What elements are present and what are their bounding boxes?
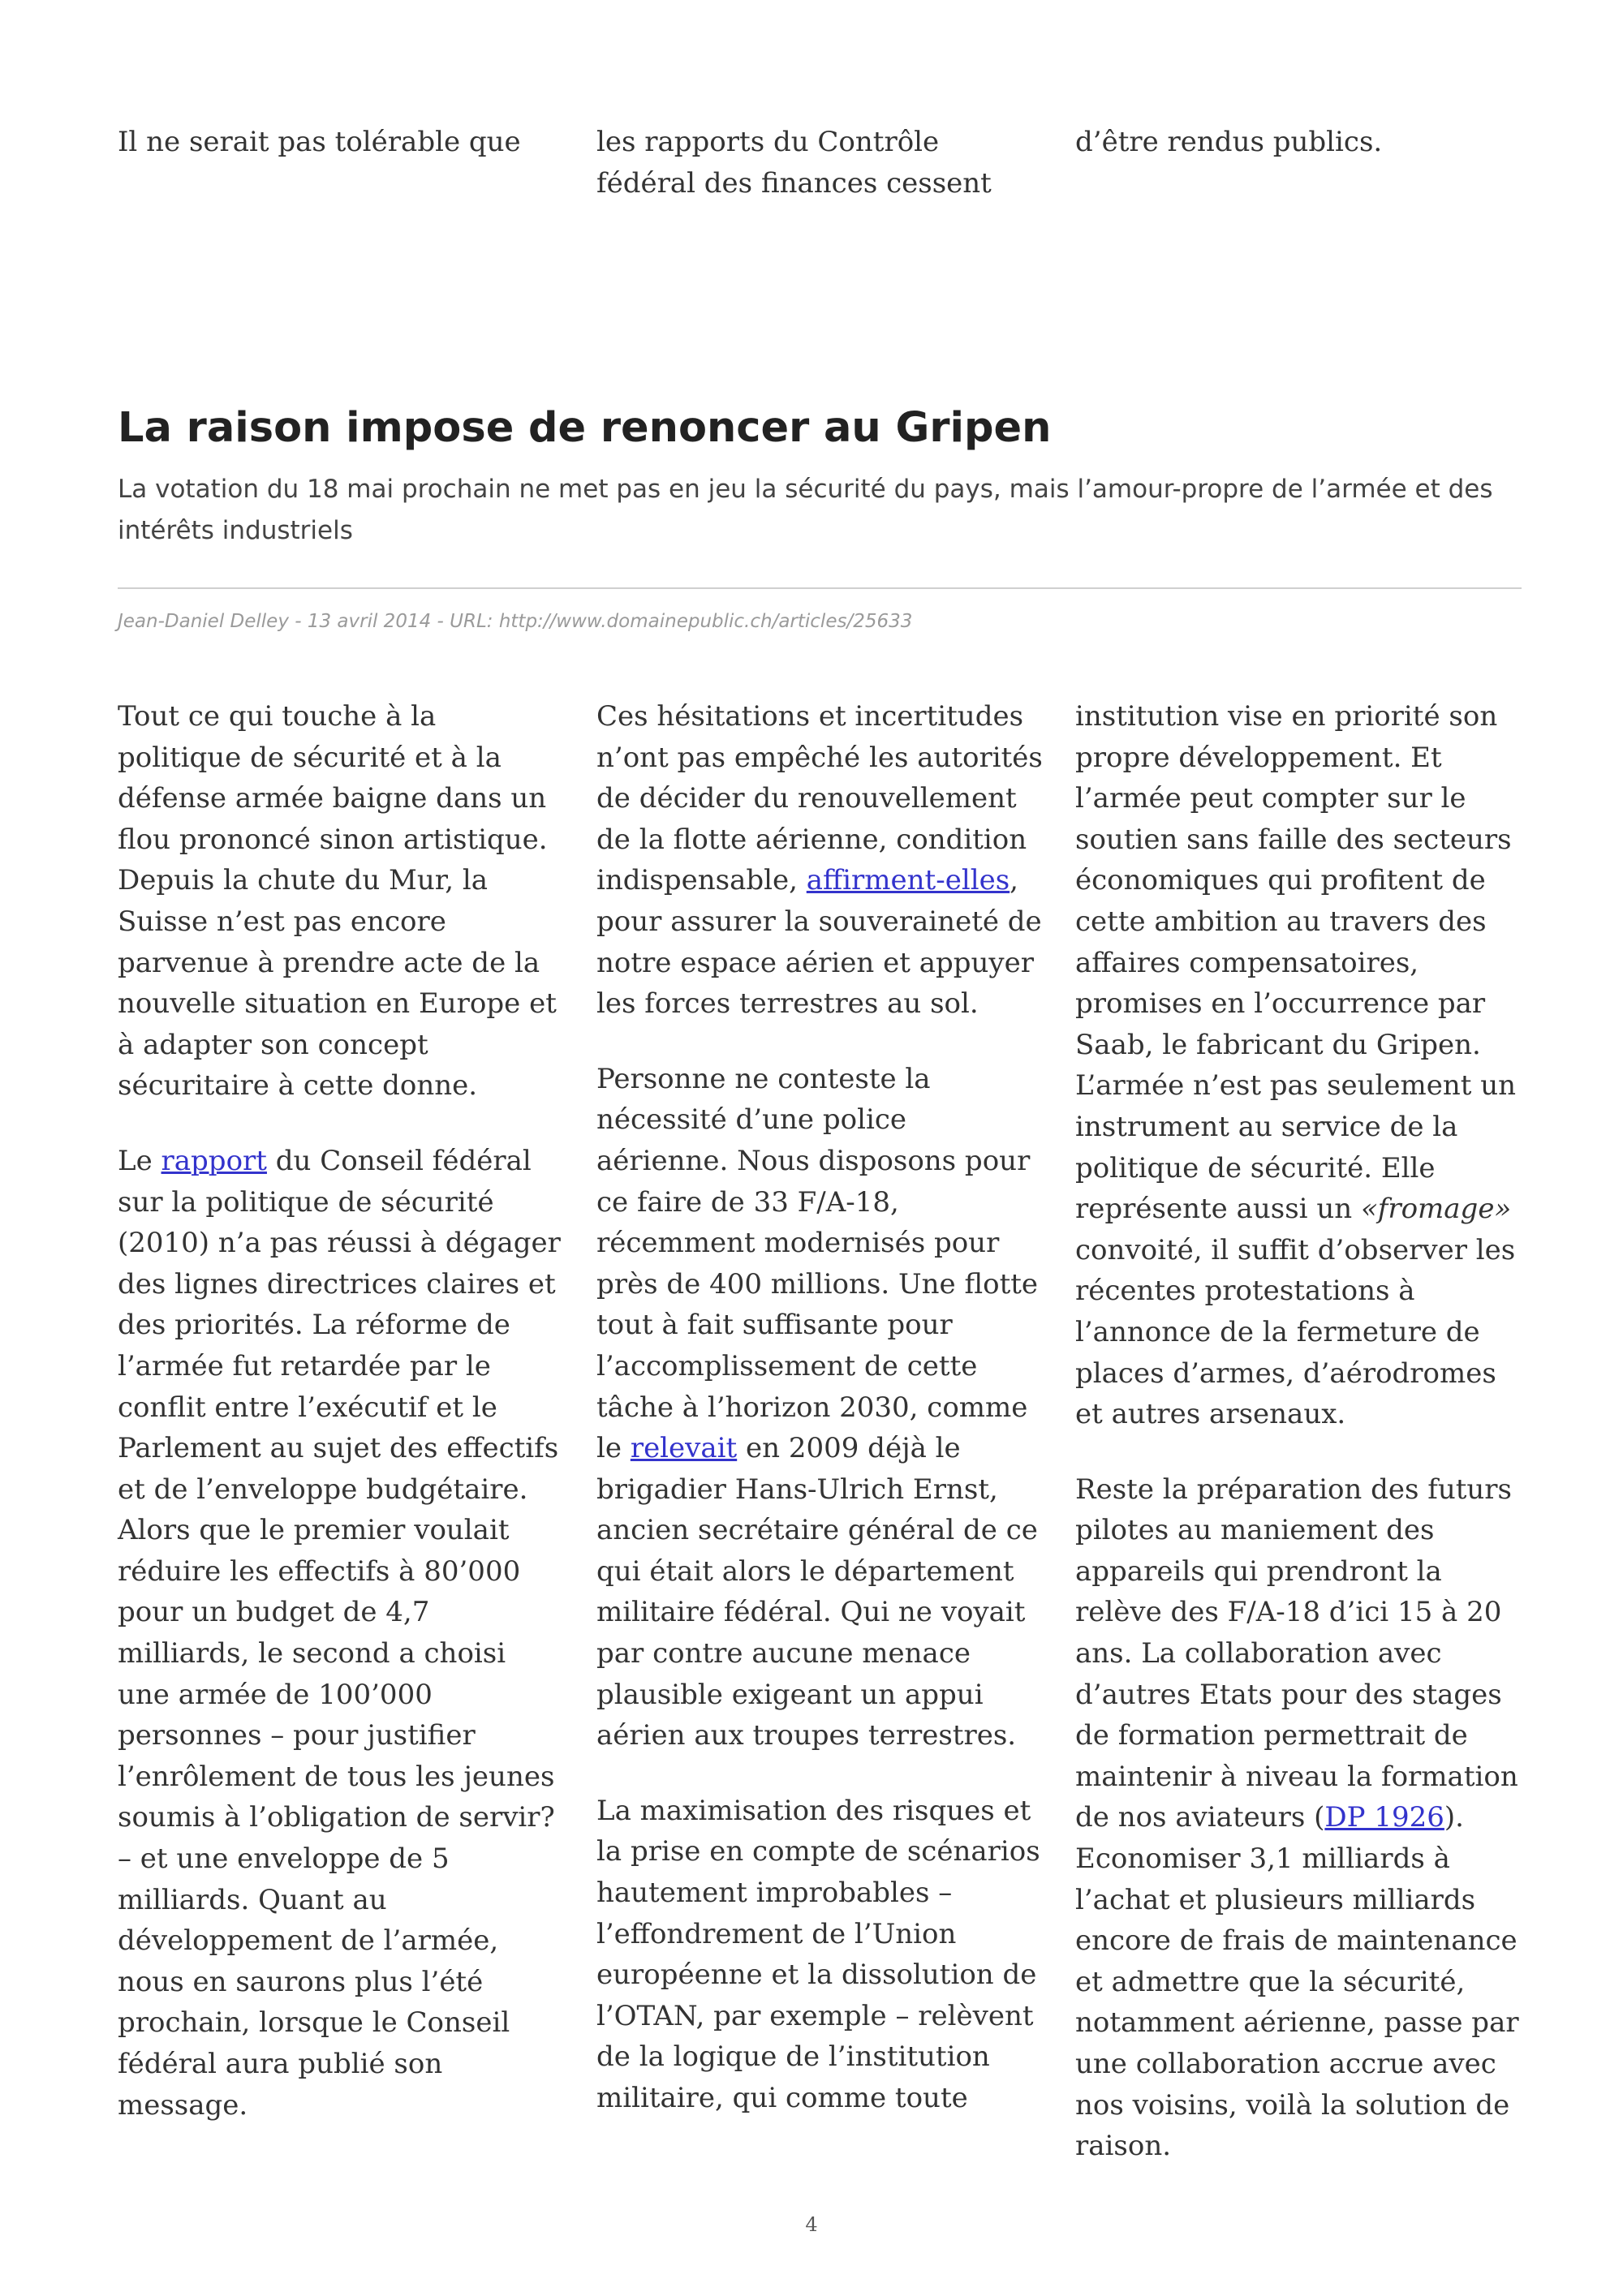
text-segment: Le — [118, 1144, 153, 1177]
article-title: La raison impose de renoncer au Gripen — [118, 404, 1052, 452]
carryover-text-3: d’être rendus publics. — [1075, 126, 1383, 158]
paragraph — [596, 696, 1043, 1025]
article-meta: Jean-Daniel Delley - 13 avril 2014 - URL: http://www.domainepublic.ch/articles/25633 — [118, 611, 913, 632]
article-column-3 — [1075, 696, 1522, 2167]
text-segment: convoité, il suffit d’observer les récentes protestations à l’annonce de la fermeture de places d’armes, d’aérodromes et autres arsenaux. — [1075, 1233, 1516, 1431]
text-segment: Personne ne conteste la nécessité d’une police aérienne. Nous disposons pour ce faire de 33 F/A-18, récemment modernisés pour près de 400 millions. Une flotte tout à fait suffisante pour l’accomplissement de cette tâche à l’horizon 2030, comme le — [596, 1062, 1039, 1465]
carryover-column-1 — [118, 122, 564, 163]
article-column-2 — [596, 696, 1043, 2119]
paragraph — [1075, 1469, 1522, 2167]
text-segment: , pour assurer la souveraineté de notre espace aérien et appuyer les forces terrestres au sol. — [596, 864, 1042, 1021]
paragraph: Tout ce qui touche à la politique de sécurité et à la défense armée baigne dans un flou prononcé sinon artistique. Depuis la chute du Mur, la Suisse n’est pas encore parvenue à prendre acte de la nouvelle situation en Europe et à adapter son concept sécuritaire à cette donne. — [118, 700, 557, 1103]
emphasis-fromage: «fromage» — [1360, 1193, 1512, 1226]
carryover-column-3 — [1075, 122, 1522, 163]
carryover-text-2: les rapports du Contrôle fédéral des finances cessent — [596, 126, 992, 200]
relevait-link[interactable]: relevait — [630, 1432, 738, 1465]
affirment-elles-link[interactable]: affirment-elles — [806, 864, 1010, 897]
text-segment: ). Economiser 3,1 milliards à l’achat et plusieurs milliards encore de frais de maintenance et admettre que la sécurité, notamment aérienne, passe par une collaboration accrue avec nos voisins, voilà la solution de raison. — [1075, 1801, 1519, 2163]
article-column-1 — [118, 696, 564, 2126]
carryover-text-1: Il ne serait pas tolérable que — [118, 126, 521, 158]
paragraph: La maximisation des risques et la prise en compte de scénarios hautement improbables – l’effondrement de l’Union européenne et la dissolution de l’OTAN, par exemple – relèvent de la logique de l’institution militaire, qui comme toute — [596, 1794, 1040, 2114]
article-subtitle: La votation du 18 mai prochain ne met pas en jeu la sécurité du pays, mais l’amour-propre de l’armée et des intérêts industriels — [118, 475, 1493, 545]
text-segment: en 2009 déjà le brigadier Hans-Ulrich Ernst, ancien secrétaire général de ce qui était alors le département militaire fédéral. Qui ne voyait par contre aucune menace plausible exigeant un appui aérien aux troupes terrestres. — [596, 1432, 1038, 1752]
page-number: 4 — [805, 2213, 818, 2236]
dp-1926-link[interactable]: DP 1926 — [1324, 1801, 1444, 1834]
carryover-column-2 — [596, 122, 1043, 204]
paragraph — [1075, 696, 1522, 1435]
text-segment: du Conseil fédéral sur la politique de sécurité (2010) n’a pas réussi à dégager des lignes directrices claires et des priorités. La réforme de l’armée fut retardée par le conflit entre l’exécutif et le Parlement au sujet des effectifs et de l’enveloppe budgétaire. Alors que le premier voulait réduire les effectifs à 80’000 pour un budget de 4,7 milliards, le second a choisi une armée de 100’000 personnes – pour justifier l’enrôlement de tous les jeunes soumis à l’obligation de servir? – et une enveloppe de 5 milliards. Quant au développement de l’armée, nous en saurons plus l’été prochain, lorsque le Conseil fédéral aura publié son message. — [118, 1144, 561, 2122]
text-segment: institution vise en priorité son propre développement. Et l’armée peut compter sur le soutien sans faille des secteurs économiques qui profitent de cette ambition au travers des affaires compensatoires, promises en l’occurrence par Saab, le fabricant du Gripen. L’armée n’est pas seulement un instrument au service de la politique de sécurité. Elle représente aussi un — [1075, 700, 1517, 1226]
text-segment: Ces hésitations et incertitudes n’ont pas empêché les autorités de décider du renouvellement de la flotte aérienne, condition indispensable, — [596, 700, 1043, 897]
paragraph — [596, 1059, 1043, 1756]
rapport-link[interactable]: rapport — [161, 1144, 267, 1177]
paragraph — [118, 1141, 564, 2126]
header-divider — [118, 587, 1522, 589]
text-segment: Reste la préparation des futurs pilotes au maniement des appareils qui prendront la relève des F/A-18 d’ici 15 à 20 ans. La collaboration avec d’autres Etats pour des stages de formation permettrait de maintenir à niveau la formation de nos aviateurs ( — [1075, 1473, 1518, 1834]
